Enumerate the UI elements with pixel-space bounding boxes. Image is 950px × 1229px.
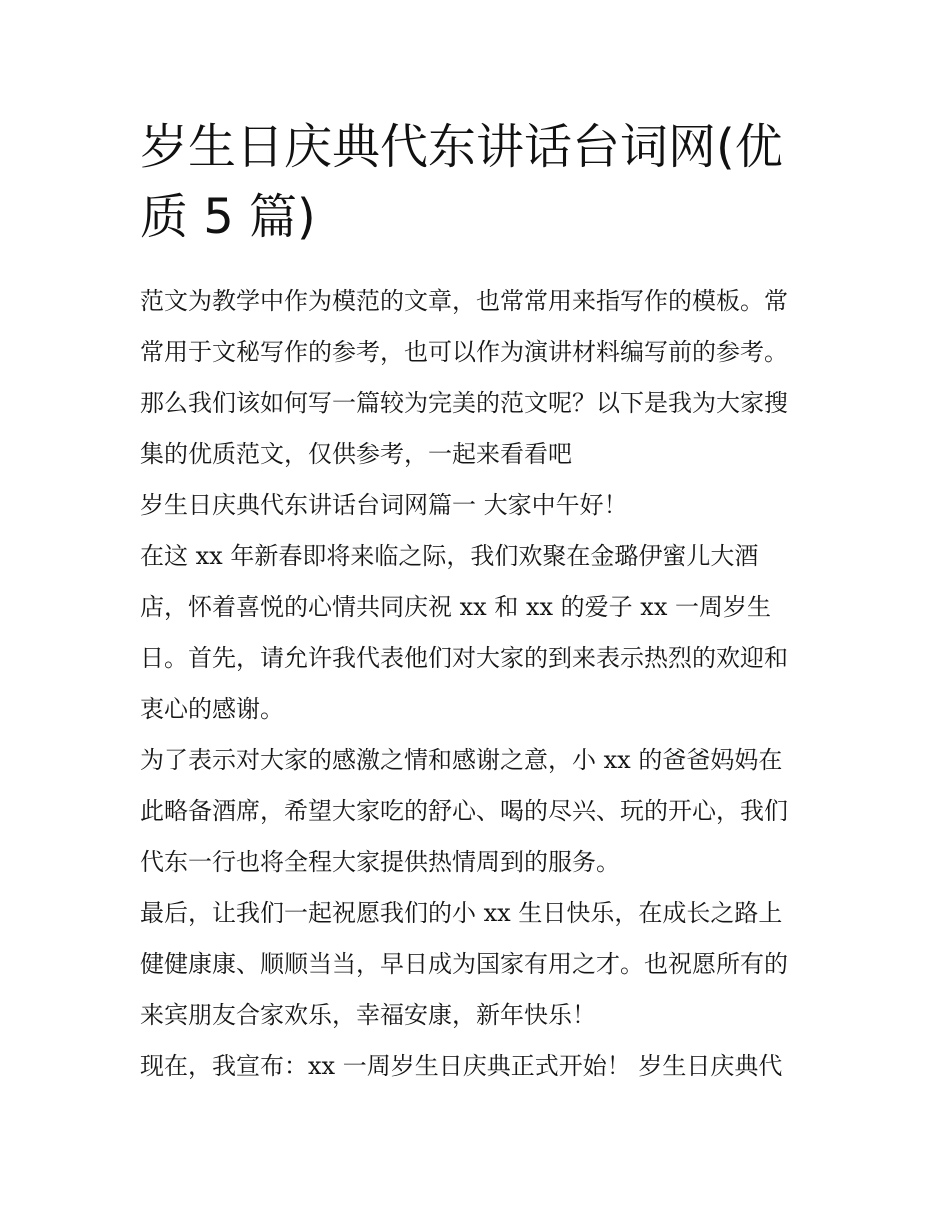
body-line: 范文为教学中作为模范的文章，也常常用来指写作的模板。常 [140, 287, 788, 315]
body-line: 最后，让我们一起祝愿我们的小 xx 生日快乐，在成长之路上 [140, 899, 783, 927]
body-line: 此略备酒席，希望大家吃的舒心、喝的尽兴、玩的开心，我们 [140, 797, 788, 825]
document-title [140, 112, 820, 252]
title-line-1: 岁生日庆典代东讲话台词网(优 [140, 119, 783, 175]
body-line: 衷心的感谢。 [140, 695, 284, 723]
body-line: 现在，我宣布：xx 一周岁生日庆典正式开始！ 岁生日庆典代 [140, 1052, 783, 1080]
body-line: 代东一行也将全程大家提供热情周到的服务。 [140, 848, 620, 876]
body-line: 日。首先，请允许我代表他们对大家的到来表示热烈的欢迎和 [140, 644, 788, 672]
body-line: 常用于文秘写作的参考，也可以作为演讲材料编写前的参考。 [140, 338, 788, 366]
body-line: 在这 xx 年新春即将来临之际，我们欢聚在金璐伊蜜儿大酒 [140, 542, 759, 570]
body-line: 为了表示对大家的感激之情和感谢之意，小 xx 的爸爸妈妈在 [140, 746, 783, 774]
body-line: 岁生日庆典代东讲话台词网篇一 大家中午好！ [140, 491, 628, 519]
body-line: 店，怀着喜悦的心情共同庆祝 xx 和 xx 的爱子 xx 一周岁生 [140, 593, 771, 621]
body-line: 那么我们该如何写一篇较为完美的范文呢？以下是我为大家搜 [140, 389, 788, 417]
body-line: 健健康康、顺顺当当，早日成为国家有用之才。也祝愿所有的 [140, 950, 788, 978]
body-line: 来宾朋友合家欢乐，幸福安康，新年快乐！ [140, 1001, 596, 1029]
title-line-2: 质 5 篇) [140, 189, 316, 245]
body-line: 集的优质范文，仅供参考，一起来看看吧 [140, 440, 572, 468]
document-body [140, 276, 830, 1092]
